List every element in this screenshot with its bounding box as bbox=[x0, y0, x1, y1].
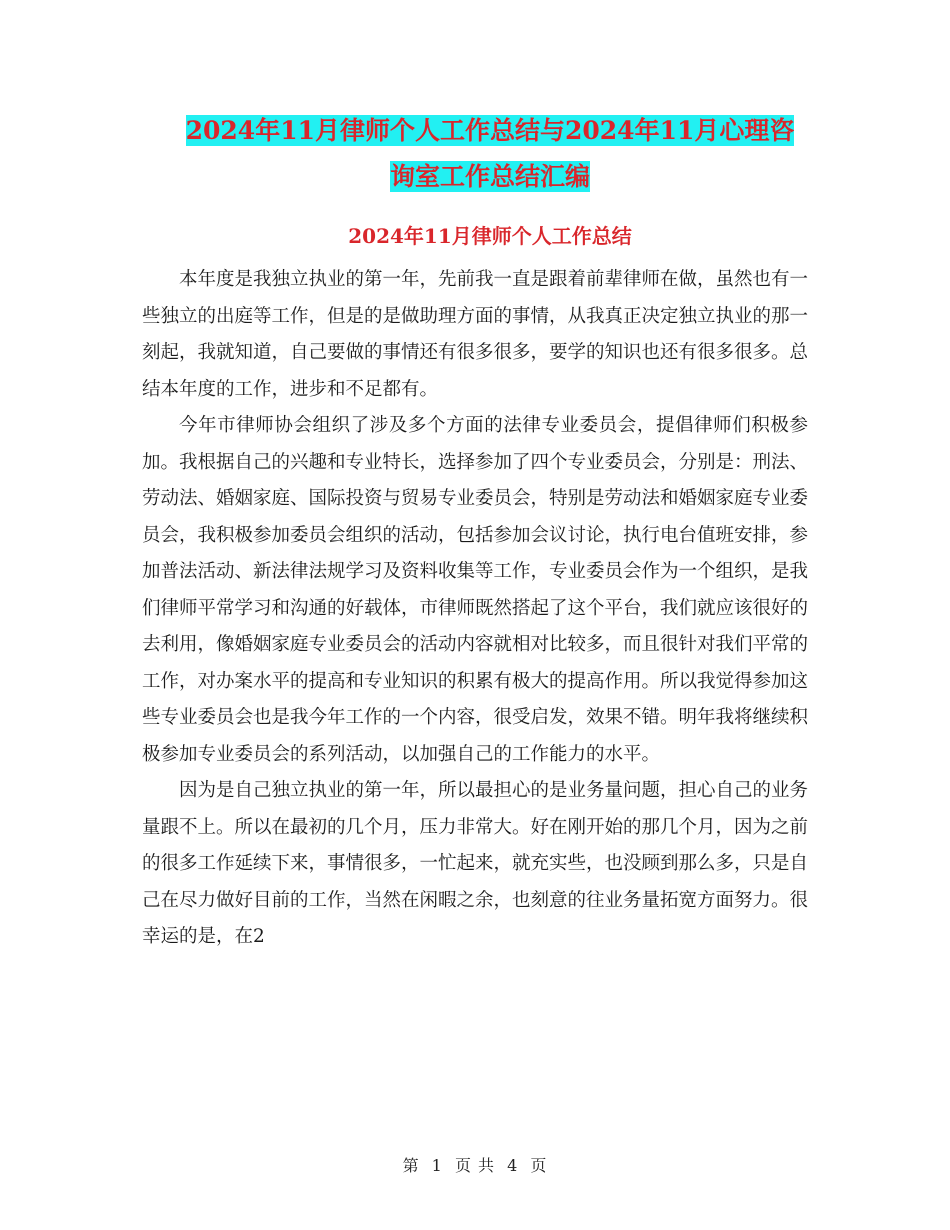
footer-total-pages: 4 bbox=[507, 1156, 519, 1175]
paragraph-3: 因为是自己独立执业的第一年，所以最担心的是业务量问题，担心自己的业务量跟不上。所以在最初的几个月，压力非常大。好在刚开始的那几个月，因为之前的很多工作延续下来，事情很多，一忙起来，就充实些，也没顾到那么多，只是自己在尽力做好目前的工作，当然在闲暇之余，也刻意的往业务量拓宽方面努力。很幸运的是，在2 bbox=[142, 780, 809, 947]
paragraph-2: 今年市律师协会组织了涉及多个方面的法律专业委员会，提倡律师们积极参加。我根据自己的兴趣和专业特长，选择参加了四个专业委员会，分别是：刑法、劳动法、婚姻家庭、国际投资与贸易专业委员会，特别是劳动法和婚姻家庭专业委员会，我积极参加委员会组织的活动，包括参加会议讨论，执行电台值班安排，参加普法活动、新法律法规学习及资料收集等工作，专业委员会作为一个组织，是我们律师平常学习和沟通的好载体，市律师既然搭起了这个平台，我们就应该很好的去利用，像婚姻家庭专业委员会的活动内容就相对比较多，而且很针对我们平常的工作，对办案水平的提高和专业知识的积累有极大的提高作用。所以我觉得参加这些专业委员会也是我今年工作的一个内容，很受启发，效果不错。明年我将继续积极参加专业委员会的系列活动，以加强自己的工作能力的水平。 bbox=[142, 415, 809, 765]
document-title bbox=[140, 108, 840, 200]
document-body bbox=[142, 262, 808, 956]
title-line-1: 2024年11月律师个人工作总结与2024年11月心理咨 bbox=[185, 116, 795, 145]
paragraph-1: 本年度是我独立执业的第一年，先前我一直是跟着前辈律师在做，虽然也有一些独立的出庭等工作，但是的是做助理方面的事情，从我真正决定独立执业的那一刻起，我就知道，自己要做的事情还有很多很多，要学的知识也还有很多很多。总结本年度的工作，进步和不足都有。 bbox=[142, 269, 809, 400]
footer-label-of: 页 共 bbox=[454, 1156, 496, 1175]
footer-current-page: 1 bbox=[431, 1156, 443, 1175]
footer-label-end: 页 bbox=[530, 1156, 548, 1175]
section-title: 2024年11月律师个人工作总结 bbox=[348, 224, 632, 248]
footer-label-page: 第 bbox=[402, 1156, 420, 1175]
title-line-2: 询室工作总结汇编 bbox=[389, 162, 590, 191]
page-footer bbox=[0, 1153, 950, 1176]
